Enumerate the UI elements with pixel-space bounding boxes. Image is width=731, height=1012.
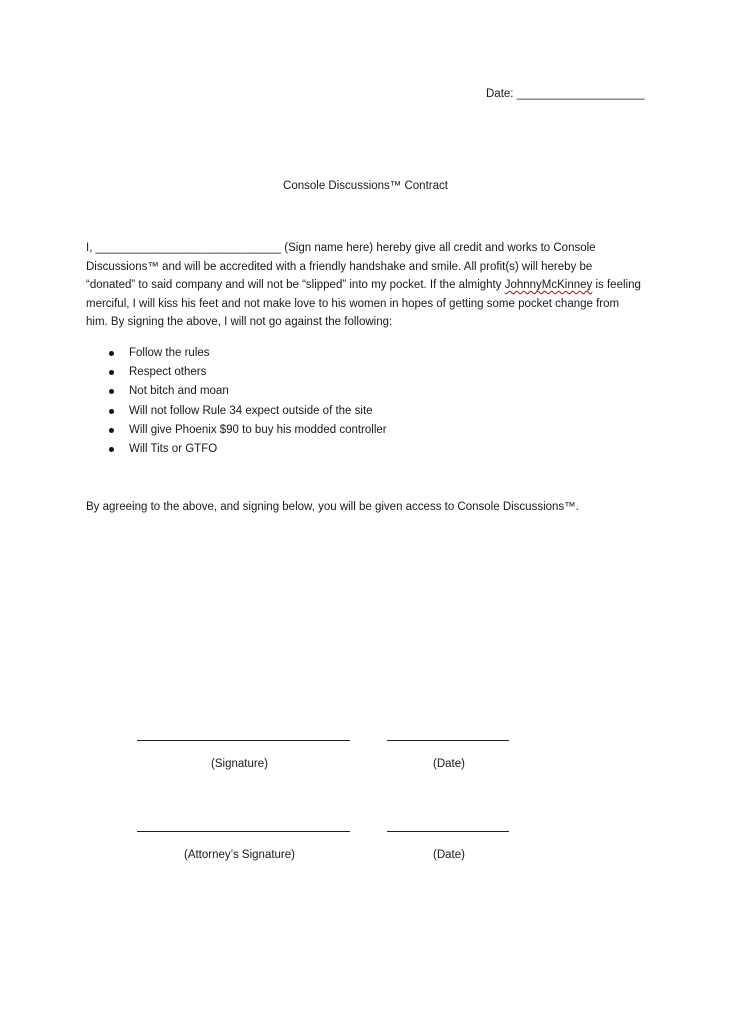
attorney-date-label: (Date) [433,849,465,861]
signature-line [137,740,350,741]
contract-paragraph [86,239,642,332]
spellcheck-name: JohnnyMcKinney [504,279,593,292]
attorney-date-line [387,831,509,832]
agreement-paragraph: By agreeing to the above, and signing below, you will be given access to Console Discussions™. [86,501,579,513]
paragraph-prefix: I, [86,242,96,254]
rule-item: Will Tits or GTFO [108,440,387,459]
signature-date-line [387,740,509,741]
rule-item: Will give Phoenix $90 to buy his modded controller [108,421,387,440]
signature-label: (Signature) [211,758,268,770]
date-blank: ____________________ [516,88,645,100]
rule-item: Not bitch and moan [108,382,387,401]
attorney-signature-label: (Attorney’s Signature) [183,849,295,861]
paragraph-text-1: (Sign name here) hereby give all credit and works to Console Discussions™ and will be accredited with a friendly handshake and smile. All profit(s) will hereby be “donated” to said company and will not be “slipped” into my pocket. If the almighty [86,242,596,292]
rules-list [108,344,387,459]
paragraph-text-2: is feeling merciful, I will kiss his feet and not make love to his women in hopes of getting some pocket change from him. By signing the above, I will not go against the following: [86,279,641,329]
signature-date-label: (Date) [433,758,465,770]
rule-item: Will not follow Rule 34 expect outside of the site [108,402,387,421]
name-blank: _____________________________ [95,242,282,254]
rule-item: Follow the rules [108,344,387,363]
date-label: Date: [486,88,514,100]
attorney-signature-line [137,831,350,832]
date-field [486,88,645,100]
document-title: Console Discussions™ Contract [283,180,448,192]
rule-item: Respect others [108,363,387,382]
